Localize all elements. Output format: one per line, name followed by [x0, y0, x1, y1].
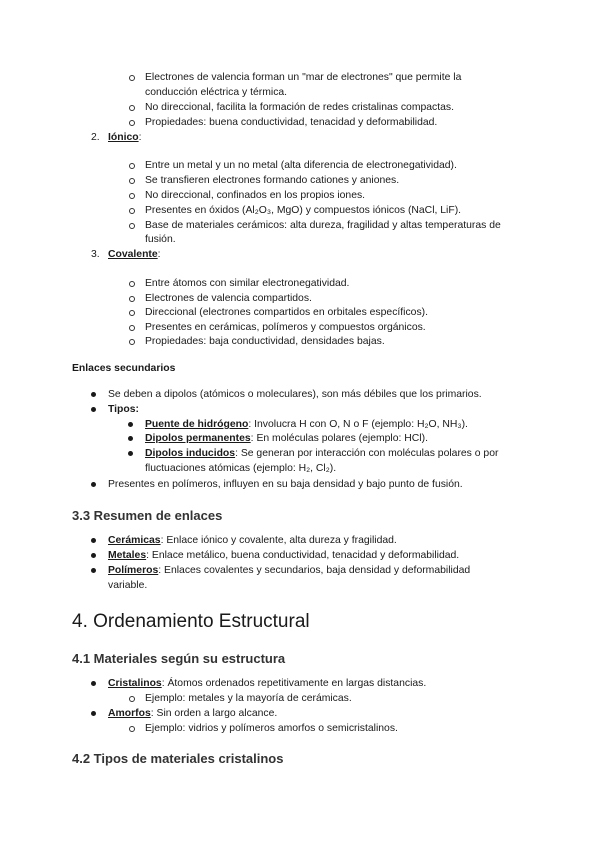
colon: : — [157, 249, 161, 260]
definition: : Se generan por interacción con moléculas polares o por — [235, 448, 499, 459]
term: Metales — [108, 550, 147, 561]
term: Dipolos inducidos — [145, 448, 236, 459]
list-item: Entre átomos con similar electronegatividad. — [145, 278, 350, 289]
list-item: Ejemplo: metales y la mayoría de cerámicas. — [145, 693, 352, 704]
list-item: No direccional, facilita la formación de redes cristalinas compactas. — [145, 102, 454, 113]
list-item: Presentes en polímeros, influyen en su baja densidad y bajo punto de fusión. — [108, 479, 463, 490]
definition: : Enlace iónico y covalente, alta dureza y fragilidad. — [160, 535, 397, 546]
list-item — [145, 432, 428, 446]
list-item: Electrones de valencia compartidos. — [145, 293, 312, 304]
section-heading: 4.1 Materiales según su estructura — [72, 651, 286, 666]
list-item-continuation: fusión. — [145, 234, 176, 245]
list-item — [108, 534, 397, 548]
list-item-continuation: conducción eléctrica y térmica. — [145, 87, 288, 98]
list-number: 3. — [91, 249, 100, 260]
section-heading: 4.2 Tipos de materiales cristalinos — [72, 751, 284, 766]
list-item: Presentes en cerámicas, polímeros y compuestos orgánicos. — [145, 322, 426, 333]
definition: : Enlace metálico, buena conductividad, tenacidad y deformabilidad. — [146, 550, 460, 561]
list-item: Presentes en óxidos (Al₂O₃, MgO) y compuestos iónicos (NaCl, LiF). — [145, 205, 462, 216]
secondary-heading: Enlaces secundarios — [72, 363, 176, 374]
list-item: Propiedades: buena conductividad, tenacidad y deformabilidad. — [145, 117, 438, 128]
term: Dipolos permanentes — [145, 433, 251, 444]
list-item-continuation: fluctuaciones atómicas (ejemplo: H₂, Cl₂). — [145, 463, 337, 474]
list-item: Propiedades: baja conductividad, densidades bajas. — [145, 336, 385, 347]
list-item — [145, 418, 468, 432]
definition: : Sin orden a largo alcance. — [150, 708, 278, 719]
definition: : Involucra H con O, N o F (ejemplo: H₂O, NH₃). — [248, 419, 468, 430]
term: Polímeros — [108, 565, 159, 576]
ionic-heading — [108, 131, 141, 145]
list-item-continuation: variable. — [108, 580, 148, 591]
list-item: Se deben a dipolos (atómicos o moleculares), son más débiles que los primarios. — [108, 389, 482, 400]
term: Puente de hidrógeno — [145, 419, 249, 430]
list-item: Se transfieren electrones formando cationes y aniones. — [145, 175, 400, 186]
list-item-tipos: Tipos: — [108, 404, 139, 415]
list-item: Direccional (electrones compartidos en orbitales específicos). — [145, 307, 428, 318]
list-item — [108, 549, 459, 563]
definition: : En moléculas polares (ejemplo: HCl). — [250, 433, 428, 444]
definition: : Átomos ordenados repetitivamente en largas distancias. — [161, 678, 427, 689]
list-item: Base de materiales cerámicos: alta dureza, fragilidad y altas temperaturas de — [145, 220, 501, 231]
section-heading: 3.3 Resumen de enlaces — [72, 508, 223, 523]
chapter-heading: 4. Ordenamiento Estructural — [72, 611, 310, 632]
ionic-title: Iónico — [108, 132, 139, 143]
list-item — [145, 71, 461, 85]
list-item — [108, 677, 426, 691]
list-item: No direccional, confinados en los propios iones. — [145, 190, 366, 201]
term: Cerámicas — [108, 535, 161, 546]
definition: : Enlaces covalentes y secundarios, baja densidad y deformabilidad — [158, 565, 471, 576]
list-item — [108, 707, 277, 721]
term: Cristalinos — [108, 678, 162, 689]
list-item — [108, 564, 470, 578]
list-item: Entre un metal y un no metal (alta diferencia de electronegatividad). — [145, 160, 457, 171]
covalent-title: Covalente — [108, 249, 158, 260]
covalent-heading — [108, 248, 161, 262]
list-number: 2. — [91, 132, 100, 143]
term: Amorfos — [108, 708, 151, 719]
list-item — [145, 447, 498, 461]
list-item: Ejemplo: vidrios y polímeros amorfos o semicristalinos. — [145, 723, 398, 734]
list-text: Electrones de valencia forman un "mar de electrones" que permite la — [145, 72, 462, 83]
colon: : — [138, 132, 142, 143]
